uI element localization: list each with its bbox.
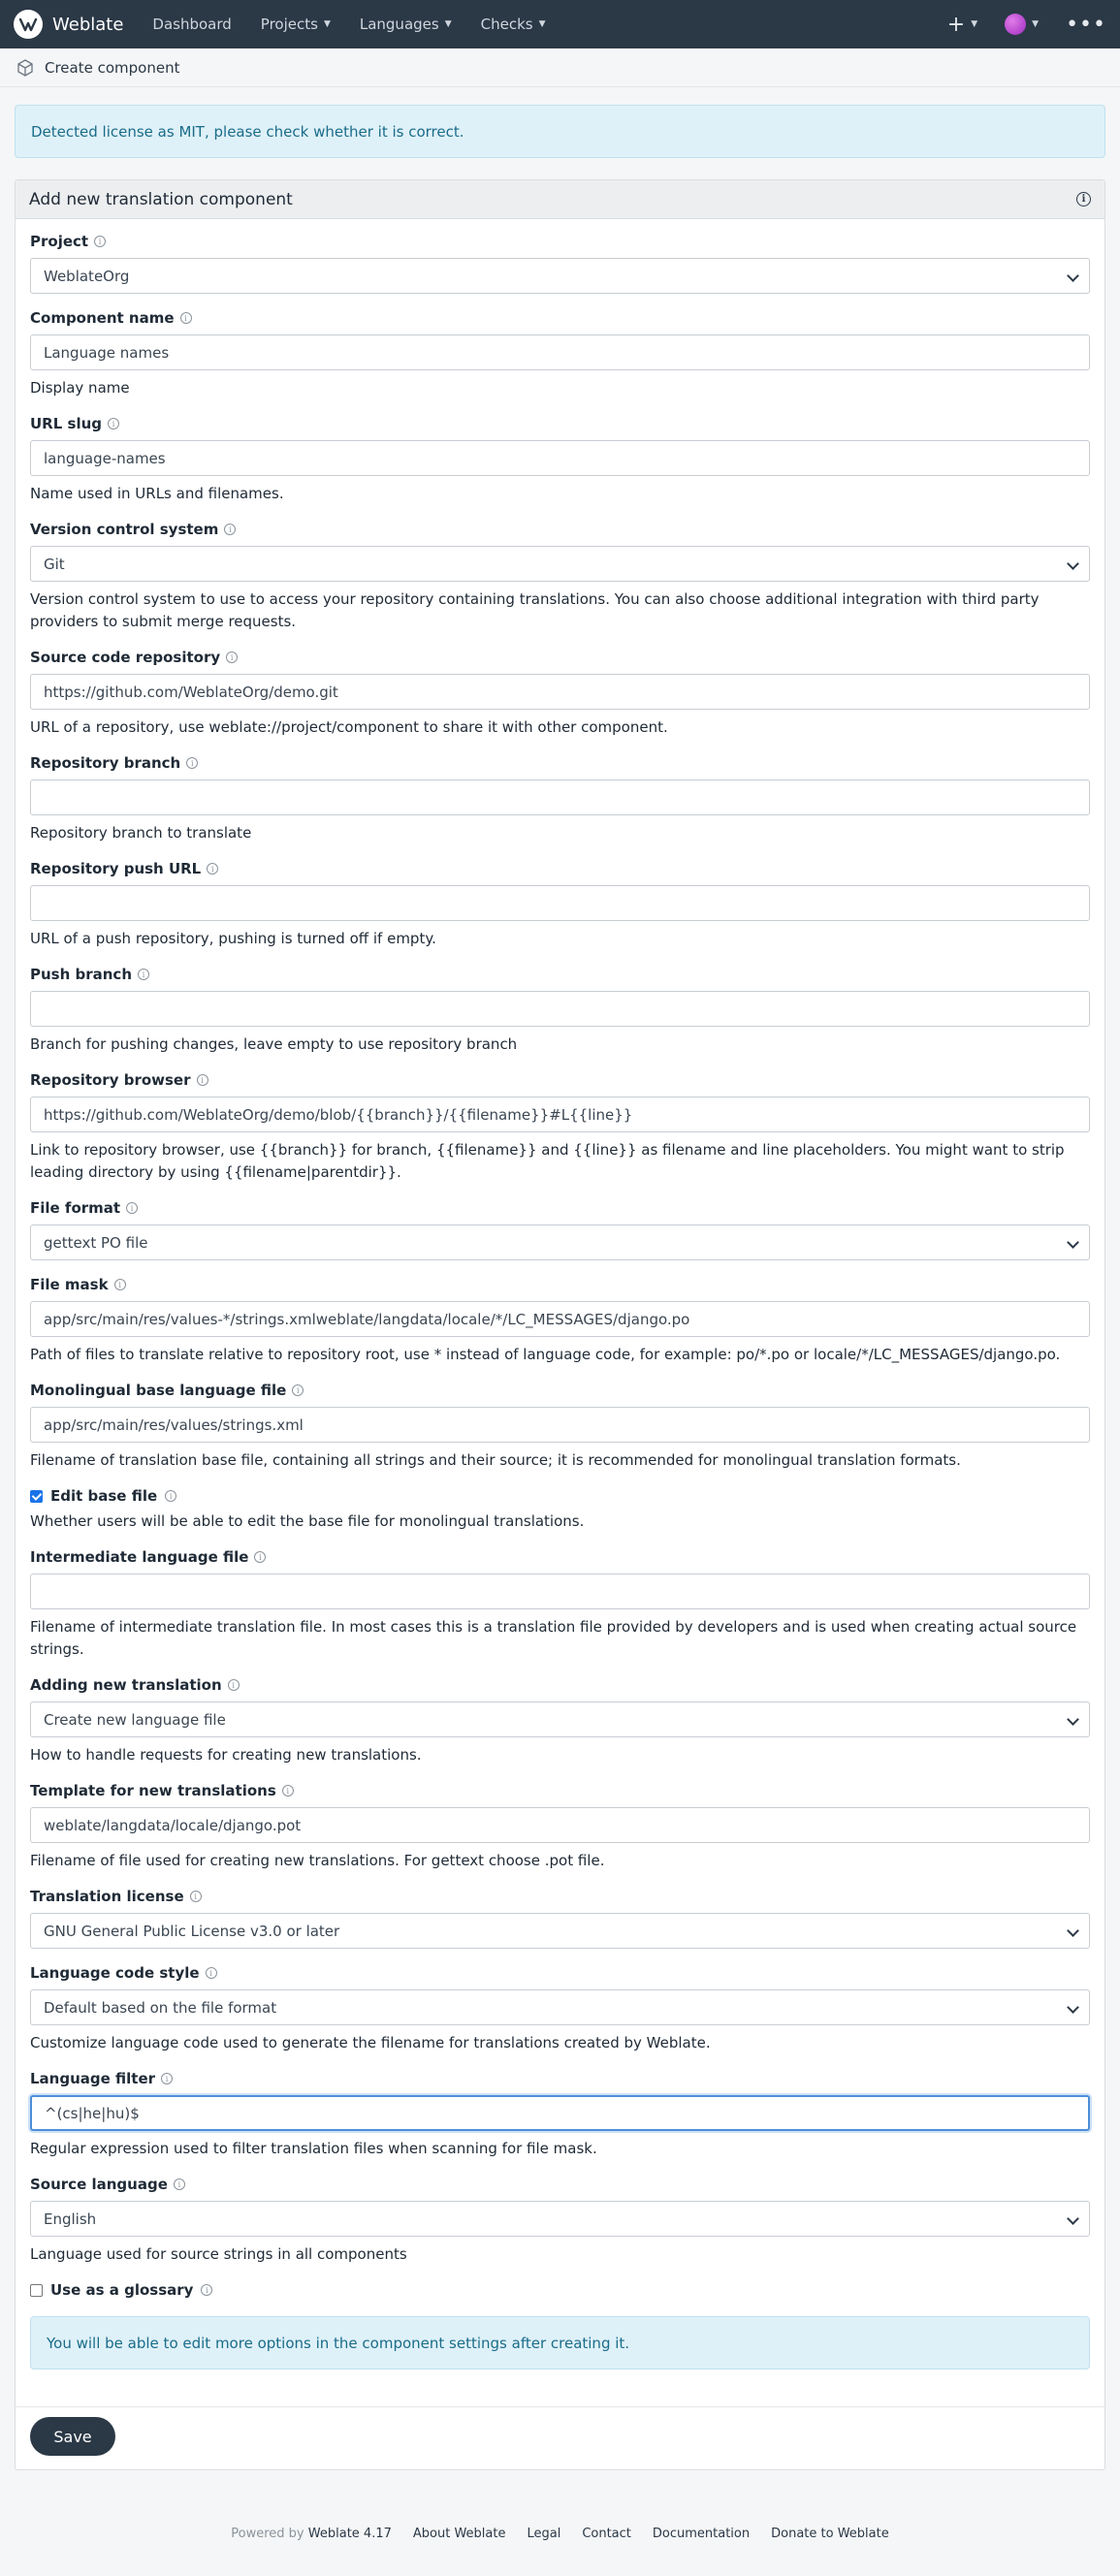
repo-browser-help: Link to repository browser, use {{branch}} for branch, {{filename}} and {{line}} as filename and line placeholders. You might want to strip leading directory by using {{filename|parentdir}}. bbox=[30, 1141, 1065, 1181]
template-new-label: Template for new translations bbox=[30, 1782, 276, 1799]
mono-base-label: Monolingual base language file bbox=[30, 1382, 287, 1399]
info-circle-icon[interactable]: i bbox=[282, 1785, 294, 1797]
repo-field bbox=[30, 649, 1090, 739]
brand-link[interactable] bbox=[14, 10, 123, 39]
more-menu-icon[interactable]: ••• bbox=[1066, 12, 1106, 37]
weblate-version-link[interactable]: Weblate 4.17 bbox=[307, 2527, 392, 2541]
file-format-field bbox=[30, 1199, 1090, 1260]
component-name-help: Display name bbox=[30, 379, 130, 397]
top-navbar bbox=[0, 0, 1120, 48]
add-menu-button[interactable] bbox=[947, 13, 977, 37]
nav-projects-label: Projects bbox=[260, 16, 318, 33]
info-circle-icon[interactable]: i bbox=[138, 969, 149, 980]
license-field bbox=[30, 1888, 1090, 1949]
template-new-input[interactable] bbox=[30, 1807, 1090, 1843]
file-mask-field bbox=[30, 1276, 1090, 1366]
url-slug-label: URL slug bbox=[30, 415, 102, 432]
license-select[interactable] bbox=[30, 1913, 1090, 1949]
push-branch-help: Branch for pushing changes, leave empty to use repository branch bbox=[30, 1035, 518, 1053]
weblate-logo-icon bbox=[14, 10, 43, 39]
file-mask-label: File mask bbox=[30, 1276, 109, 1293]
push-branch-label: Push branch bbox=[30, 966, 133, 983]
url-slug-value: language-names bbox=[44, 449, 166, 467]
lang-code-style-label: Language code style bbox=[30, 1964, 200, 1982]
vcs-help: Version control system to use to access your repository containing translations. You can also choose additional integration with third party providers to submit merge requests. bbox=[30, 590, 1040, 630]
lang-code-style-help: Customize language code used to generate the filename for translations created by Weblate. bbox=[30, 2034, 711, 2051]
glossary-label[interactable]: Use as a glossary bbox=[50, 2281, 194, 2299]
info-circle-icon[interactable]: i bbox=[186, 757, 198, 769]
component-name-input[interactable] bbox=[30, 334, 1090, 370]
settings-note-text: You will be able to edit more options in the component settings after creating it. bbox=[47, 2334, 630, 2352]
intermediate-label: Intermediate language file bbox=[30, 1548, 249, 1566]
mono-base-help: Filename of translation base file, containing all strings and their source; it is recommended for monolingual translation formats. bbox=[30, 1451, 961, 1469]
info-circle-icon[interactable]: i bbox=[190, 1891, 202, 1902]
info-circle-icon[interactable]: i bbox=[114, 1279, 126, 1290]
footer-link-documentation[interactable]: Documentation bbox=[652, 2527, 751, 2541]
vcs-label: Version control system bbox=[30, 521, 219, 538]
lang-filter-value: ^(cs|he|hu)$ bbox=[45, 2104, 140, 2122]
nav-projects[interactable] bbox=[261, 16, 331, 33]
push-url-help: URL of a push repository, pushing is turned off if empty. bbox=[30, 930, 436, 947]
repo-value: https://github.com/WeblateOrg/demo.git bbox=[44, 683, 338, 701]
repo-browser-label: Repository browser bbox=[30, 1071, 191, 1089]
push-branch-field bbox=[30, 966, 1090, 1056]
save-button[interactable]: Save bbox=[30, 2417, 115, 2456]
vcs-field bbox=[30, 521, 1090, 633]
glossary-checkbox[interactable] bbox=[30, 2284, 43, 2297]
adding-new-select-value: Create new language file bbox=[44, 1710, 226, 1729]
nav-checks-label: Checks bbox=[480, 16, 533, 33]
vcs-select-value: Git bbox=[44, 555, 65, 573]
info-circle-icon[interactable]: i bbox=[197, 1074, 208, 1086]
caret-down-icon: ▼ bbox=[971, 19, 978, 29]
panel-heading bbox=[16, 180, 1104, 219]
repo-help: URL of a repository, use weblate://project/component to share it with other component. bbox=[30, 718, 668, 736]
license-select-value: GNU General Public License v3.0 or later bbox=[44, 1922, 340, 1940]
template-new-help: Filename of file used for creating new translations. For gettext choose .pot file. bbox=[30, 1852, 605, 1869]
source-lang-field bbox=[30, 2176, 1090, 2266]
breadcrumb-title[interactable]: Create component bbox=[45, 58, 180, 77]
info-circle-icon[interactable]: i bbox=[180, 312, 192, 324]
branch-label: Repository branch bbox=[30, 754, 181, 772]
project-select[interactable] bbox=[30, 258, 1090, 294]
project-field bbox=[30, 233, 1090, 294]
project-select-value: WeblateOrg bbox=[44, 267, 130, 285]
info-circle-icon[interactable]: i bbox=[108, 418, 119, 429]
add-component-panel bbox=[15, 179, 1105, 2470]
info-circle-icon[interactable]: i bbox=[254, 1551, 266, 1563]
glossary-field bbox=[30, 2281, 1090, 2299]
panel-title: Add new translation component bbox=[29, 189, 293, 209]
powered-by-text: Powered by bbox=[231, 2527, 304, 2541]
caret-down-icon: ▼ bbox=[323, 19, 331, 29]
file-mask-input[interactable] bbox=[30, 1301, 1090, 1337]
lang-filter-help: Regular expression used to filter translation files when scanning for file mask. bbox=[30, 2140, 597, 2157]
info-circle-icon[interactable]: i bbox=[174, 2178, 185, 2190]
component-name-label: Component name bbox=[30, 309, 175, 327]
info-circle-icon[interactable]: i bbox=[201, 2284, 212, 2296]
breadcrumb bbox=[0, 48, 1120, 87]
footer-link-donate[interactable]: Donate to Weblate bbox=[771, 2527, 889, 2541]
component-cube-icon bbox=[16, 58, 35, 78]
info-circle-icon[interactable]: i bbox=[226, 652, 238, 663]
edit-base-help: Whether users will be able to edit the base file for monolingual translations. bbox=[30, 1512, 585, 1530]
template-new-field bbox=[30, 1782, 1090, 1872]
adding-new-help: How to handle requests for creating new translations. bbox=[30, 1746, 422, 1764]
info-circle-icon[interactable]: i bbox=[206, 1967, 217, 1979]
adding-new-select[interactable] bbox=[30, 1701, 1090, 1737]
panel-footer bbox=[16, 2406, 1104, 2469]
avatar bbox=[1005, 14, 1026, 35]
source-lang-select[interactable] bbox=[30, 2201, 1090, 2237]
lang-filter-input[interactable] bbox=[30, 2095, 1090, 2131]
branch-input[interactable] bbox=[30, 779, 1090, 815]
user-menu-button[interactable] bbox=[1005, 14, 1039, 35]
page-footer bbox=[15, 2527, 1105, 2560]
lang-code-style-select-value: Default based on the file format bbox=[44, 1998, 277, 2017]
info-circle-icon[interactable]: i bbox=[228, 1679, 240, 1691]
adding-new-field bbox=[30, 1676, 1090, 1766]
info-icon[interactable]: i bbox=[1076, 192, 1091, 207]
file-format-select[interactable] bbox=[30, 1224, 1090, 1260]
nav-dashboard-label: Dashboard bbox=[152, 16, 232, 33]
license-label: Translation license bbox=[30, 1888, 184, 1905]
file-format-label: File format bbox=[30, 1199, 121, 1217]
url-slug-input[interactable] bbox=[30, 440, 1090, 476]
url-slug-field bbox=[30, 415, 1090, 505]
nav-dashboard[interactable] bbox=[152, 16, 231, 33]
info-circle-icon[interactable]: i bbox=[161, 2073, 173, 2084]
license-alert bbox=[15, 105, 1105, 158]
mono-base-value: app/src/main/res/values/strings.xml bbox=[44, 1415, 304, 1434]
info-circle-icon[interactable]: i bbox=[292, 1384, 304, 1396]
mono-base-input[interactable] bbox=[30, 1407, 1090, 1443]
project-label: Project bbox=[30, 233, 89, 250]
intermediate-input[interactable] bbox=[30, 1574, 1090, 1609]
lang-code-style-select[interactable] bbox=[30, 1989, 1090, 2025]
footer-link-legal[interactable]: Legal bbox=[527, 2527, 561, 2541]
plus-icon: + bbox=[946, 12, 966, 37]
footer-link-contact[interactable]: Contact bbox=[582, 2527, 631, 2541]
push-url-input[interactable] bbox=[30, 885, 1090, 921]
caret-down-icon: ▼ bbox=[1032, 19, 1040, 29]
caret-down-icon: ▼ bbox=[444, 19, 452, 29]
repo-browser-value: https://github.com/WeblateOrg/demo/blob/{{branch}}/{{filename}}#L{{line}} bbox=[44, 1105, 633, 1124]
caret-down-icon: ▼ bbox=[538, 19, 546, 29]
url-slug-help: Name used in URLs and filenames. bbox=[30, 485, 284, 502]
nav-languages-label: Languages bbox=[359, 16, 439, 33]
edit-base-checkbox[interactable] bbox=[30, 1490, 43, 1503]
edit-base-field bbox=[30, 1487, 1090, 1533]
source-lang-help: Language used for source strings in all components bbox=[30, 2245, 407, 2263]
vcs-select[interactable] bbox=[30, 546, 1090, 582]
push-url-field bbox=[30, 860, 1090, 950]
lang-code-style-field bbox=[30, 1964, 1090, 2054]
mono-base-field bbox=[30, 1382, 1090, 1472]
info-circle-icon[interactable]: i bbox=[224, 524, 236, 535]
component-name-field bbox=[30, 309, 1090, 399]
branch-field bbox=[30, 754, 1090, 844]
file-mask-help: Path of files to translate relative to repository root, use * instead of language code, for example: po/*.po or locale/*/LC_MESSAGES/django.po. bbox=[30, 1346, 1061, 1363]
lang-filter-label: Language filter bbox=[30, 2070, 156, 2087]
component-name-value: Language names bbox=[44, 343, 170, 362]
info-circle-icon[interactable]: i bbox=[207, 863, 218, 875]
push-branch-input[interactable] bbox=[30, 991, 1090, 1027]
footer-link-about[interactable]: About Weblate bbox=[412, 2527, 506, 2541]
brand-name: Weblate bbox=[52, 14, 124, 35]
repo-input[interactable] bbox=[30, 674, 1090, 710]
license-alert-text: Detected license as MIT, please check whether it is correct. bbox=[31, 122, 464, 141]
file-format-select-value: gettext PO file bbox=[44, 1233, 148, 1252]
info-circle-icon[interactable]: i bbox=[126, 1202, 138, 1214]
nav-languages[interactable] bbox=[360, 16, 452, 33]
intermediate-field bbox=[30, 1548, 1090, 1661]
nav-checks[interactable] bbox=[481, 16, 546, 33]
repo-label: Source code repository bbox=[30, 649, 221, 666]
intermediate-help: Filename of intermediate translation file. In most cases this is a translation file provided by developers and is used when creating actual source strings. bbox=[30, 1618, 1077, 1658]
adding-new-label: Adding new translation bbox=[30, 1676, 222, 1694]
branch-help: Repository branch to translate bbox=[30, 824, 252, 842]
repo-browser-input[interactable] bbox=[30, 1097, 1090, 1132]
source-lang-select-value: English bbox=[44, 2210, 97, 2228]
settings-note bbox=[30, 2316, 1090, 2369]
source-lang-label: Source language bbox=[30, 2176, 168, 2193]
lang-filter-field bbox=[30, 2070, 1090, 2160]
info-circle-icon[interactable]: i bbox=[165, 1490, 176, 1502]
edit-base-label[interactable]: Edit base file bbox=[50, 1487, 158, 1505]
info-circle-icon[interactable]: i bbox=[94, 236, 106, 247]
template-new-value: weblate/langdata/locale/django.pot bbox=[44, 1816, 302, 1834]
push-url-label: Repository push URL bbox=[30, 860, 202, 877]
file-mask-value: app/src/main/res/values-*/strings.xmlweblate/langdata/locale/*/LC_MESSAGES/django.po bbox=[44, 1310, 690, 1328]
repo-browser-field bbox=[30, 1071, 1090, 1184]
